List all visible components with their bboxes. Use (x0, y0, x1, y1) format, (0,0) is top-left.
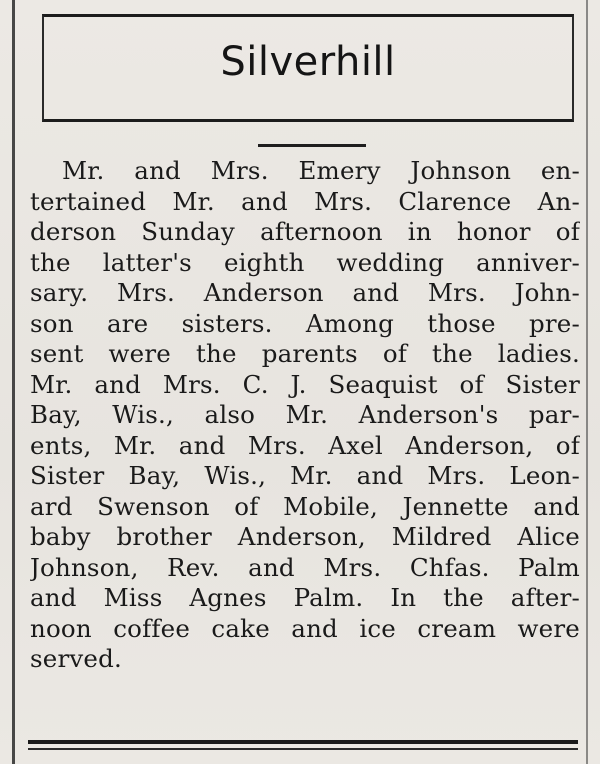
footer-rule-thin (28, 748, 578, 750)
article-line: tertained Mr. and Mrs. Clarence An- (30, 186, 580, 216)
headline-box (42, 14, 574, 122)
article-line: son are sisters. Among those pre- (30, 308, 580, 338)
headline-divider (258, 144, 366, 147)
article-line: Mr. and Mrs. C. J. Seaquist of Sister (30, 369, 580, 399)
article-line: noon coffee cake and ice cream were (30, 613, 580, 643)
right-column-rule (586, 0, 588, 764)
article-line: baby brother Anderson, Mildred Alice (30, 522, 580, 551)
article-line: Bay, Wis., also Mr. Anderson's par- (30, 400, 580, 429)
article-line: ard Swenson of Mobile, Jennette and (30, 491, 580, 521)
left-column-rule (12, 0, 15, 764)
article-line: derson Sunday afternoon in honor of (30, 217, 580, 246)
footer-double-rule (28, 740, 578, 752)
footer-rule-thick (28, 740, 578, 744)
article-line: Mr. and Mrs. Emery Johnson en- (62, 156, 580, 185)
article-line: sary. Mrs. Anderson and Mrs. John- (30, 278, 580, 307)
article-line: ents, Mr. and Mrs. Axel Anderson, of (30, 430, 580, 460)
article-line: Sister Bay, Wis., Mr. and Mrs. Leon- (30, 461, 580, 490)
article-line: the latter's eighth wedding anniver- (30, 247, 580, 277)
article-body (30, 156, 580, 675)
article-line: Johnson, Rev. and Mrs. Chfas. Palm (30, 552, 580, 582)
headline: Silverhill (220, 39, 396, 85)
article-line: served. (30, 644, 122, 673)
article-line: and Miss Agnes Palm. In the after- (30, 583, 580, 612)
article-line: sent were the parents of the ladies. (30, 339, 580, 368)
